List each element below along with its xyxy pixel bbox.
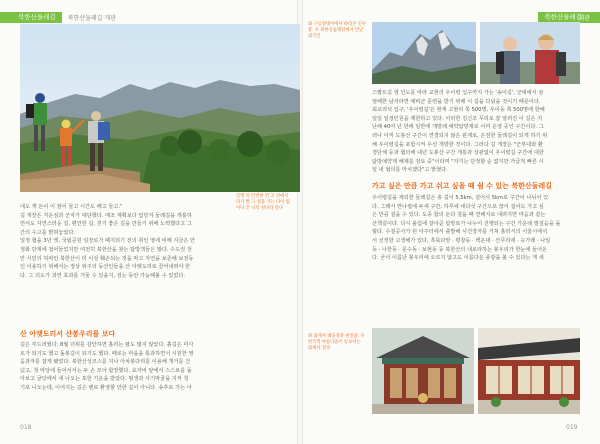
text-line: 다. 그래서 반나절에 두세 구간, 하루에 네다섯 구간으로 끊어 걸어도 가고 싶 [372, 203, 544, 210]
right-body-text-2 [372, 194, 580, 263]
hikers-mountain-illustration [20, 24, 300, 192]
right-section-tab [538, 12, 600, 23]
text-line: 아보고 굴당에서 새 나오는 포한 기운을 받았다. 범생과 사기막골을 지켜 청 [20, 376, 189, 383]
text-line: 내도 게 돈이 이 잠이 들고 시간도 배고 들고." [20, 204, 123, 210]
right-page-number: 019 [566, 424, 578, 431]
foreign-hikers-photo [480, 22, 580, 84]
text-line: 스팔트길 옆 인도를 따라 교현리 우이령 입구까지 가는 '송이길', 군대에서 삼 [372, 90, 544, 96]
text-line: 난해 40여 년 만에 일반에 개방돼 예약탐방제로 이미 운영 중인 구간이다. 그 [372, 124, 544, 131]
left-running-header [0, 12, 116, 22]
text-line: 우이령길을 제외한 둘레길은 총 길이 5.5km, 걸어서 5km로 구간이 나뉘어 있 [372, 195, 549, 201]
text-line: 정화 단계에 접어들었지만 여전히 북한산을 찾는 탐방객들은 많다. 수도권 천 [20, 246, 192, 253]
left-page-number: 018 [20, 424, 32, 431]
hwagyesa-hall-photo [372, 328, 474, 414]
text-line: 길 개장은 자운심과 군자가 대단했다. 매조 계획보다 압당겨 둘레길을 개통하 [20, 212, 192, 219]
text-line: 만 시민의 허파인 북한산이 더 이상 훼손되는 것을 막고 자연을 보존해 보전동 [20, 255, 194, 262]
text-line: 탐방예약제 해제를 검토 중"이라며 "자기는 단정할 순 없지만 가급적 빠른 시 [372, 158, 544, 165]
text-line: 다. 그 의도가 과연 효과를 거둘 수 있을지, 검는 동안 가늠해볼 수 있었다. [20, 272, 186, 279]
right-section-heading: 가고 싶은 만큼 가고 쉬고 싶을 때 쉴 수 있는 북한산둘레길 [372, 182, 552, 190]
hwagyesa-courtyard-illustration [478, 328, 580, 414]
text-line: 해 우이령길을 포함시켜 우선 개방한 것이다. 그러다 길 개장은 "군부대와 환 [372, 141, 543, 148]
text-line: 일 내 협의를 마치겠다"고 밝혔다. [372, 167, 448, 174]
left-section-subtitle: 북한산둘레길 개관 [67, 14, 116, 22]
right-top-caption: 화 구릉전대이에서 바라본 인수봉. 우 북한산둘레길에서 만난 외국인 [308, 22, 367, 39]
right-section-tab-label: 북한산둘레길 [544, 12, 582, 21]
text-line: 토가 되기도 했고 돌봉길이 되기도 했다. 때로는 마을을 통과하면서 시원한 영 [20, 350, 194, 357]
left-body-text-2 [20, 341, 290, 393]
insubong-peak-illustration [372, 22, 476, 84]
left-photo-caption: 일명 의 안전한 간 고 길에서 다가 발 고 성을 가는 다이 팀이다 끝 니의 실다라 일다 [236, 194, 290, 211]
text-line: 서 선정한 고생해가 있다, 흑뚝다랑 · 평창동 · 백운대 · 산무리에 · 승가래 · 나일 [372, 237, 551, 244]
foreign-hikers-illustration [480, 22, 580, 84]
left-section-tab: 북한산둘레길 [0, 12, 62, 23]
text-line: 일일 일정인원을 제한하고 있다. 이러한 김신조 무리로 잘 알려진 이 길은 지 [372, 115, 543, 122]
left-section-heading: 산 아랫도리서 산봉우리를 보다 [20, 330, 116, 338]
text-line: 러나 아직 도봉산 구간이 연결되지 않은 관계로, 온전한 둘레길이 되게 하기 위 [372, 132, 548, 139]
text-line: 일정 협을 3년 옛, 국립공원 임장로가 폐지되기 전의 취인 영에 비해 지금은 안 [20, 238, 196, 245]
right-bottom-caption: 좌 화계사 대웅전과 천진불. 우 한국적 아름다움이 돋보이는 화계사 전경 [308, 334, 365, 351]
text-line: 음과자를 잡게 됐었다. 북한산성코스를 지나 아차봉다리를 이용해 개거를 건 [20, 359, 191, 366]
hikers-mountain-photo [20, 24, 300, 192]
text-line: 간의 수고를 밝혀놓았다. [20, 229, 76, 236]
text-line: 은 만큼 걸을 수 있다. 도중 합의 둔다 걸을 때 연해지로 내려지면 마음과 같는 [372, 212, 546, 219]
text-line: 다. 굳이 이름난 봉우리에 오르지 않고도 이름다운 풍광을 볼 수 있다는 게 새 [372, 255, 544, 262]
text-line: 면서도 자연스러운 길, 편안한 길, 걷기 좋은 길을 만들기 위해 노력했다고 그 [20, 221, 192, 228]
left-body-text-1 [20, 203, 230, 280]
text-line: 길은 부드러웠다. 8월 더위를 감안하면 흘리는 땀도 많지 않았다. 흙길은 미사 [20, 342, 194, 348]
text-line: 기로 나오는데, 이어지는 길은 벤로 환영할 만한 길이 아니다. 송추로 가는 아 [20, 384, 192, 391]
hwagyesa-courtyard-photo [478, 328, 580, 414]
right-body-text-1 [372, 89, 580, 175]
text-line: 넜고, 첫 마당에 들어서서는 두 손 모아 합장했다. 효자비 앞에서 스스로를 돌 [20, 367, 192, 374]
insubong-peak-photo [372, 22, 476, 84]
hwagyesa-hall-illustration [372, 328, 474, 414]
text-line: 릴다. 수질공사가 된 아주터에서 출발해 사건장자를 거쳐 흘러서의 서울시에서 [372, 229, 548, 236]
right-running-header [538, 12, 600, 22]
right-section-subtitle: 개관 [578, 15, 590, 22]
text-line: 인 이용하기 위해서는 정상 위주의 등산인들을 산 아랫도리로 끌어내려야 한 [20, 264, 191, 271]
text-line: 경단체 등과 협의해 내년 도봉산 구간 개통과 상관없이 우이령길 구간에 대한 [372, 150, 544, 157]
text-line: 산책길이다. 다시 올림에 갈아곧 탐방로가 나누어 진행되는 구간 가운데 발걸음을 돌 [372, 220, 561, 227]
text-line: 동 · 나한동 · 문수동 · 보현동 등 북한산의 내로라하는 봉우리가 한눈에 들어온 [372, 246, 548, 253]
text-line: 최교리석 입구, '우이령길'은 현재 고현리 쪽 500명, 우이동 쪽 500명에 한해 [372, 107, 545, 114]
text-line: 엄해한 남자라면 예비군 훈련을 받기 위해 이 길을 다녔을 것이기 때문이다. [372, 98, 541, 105]
